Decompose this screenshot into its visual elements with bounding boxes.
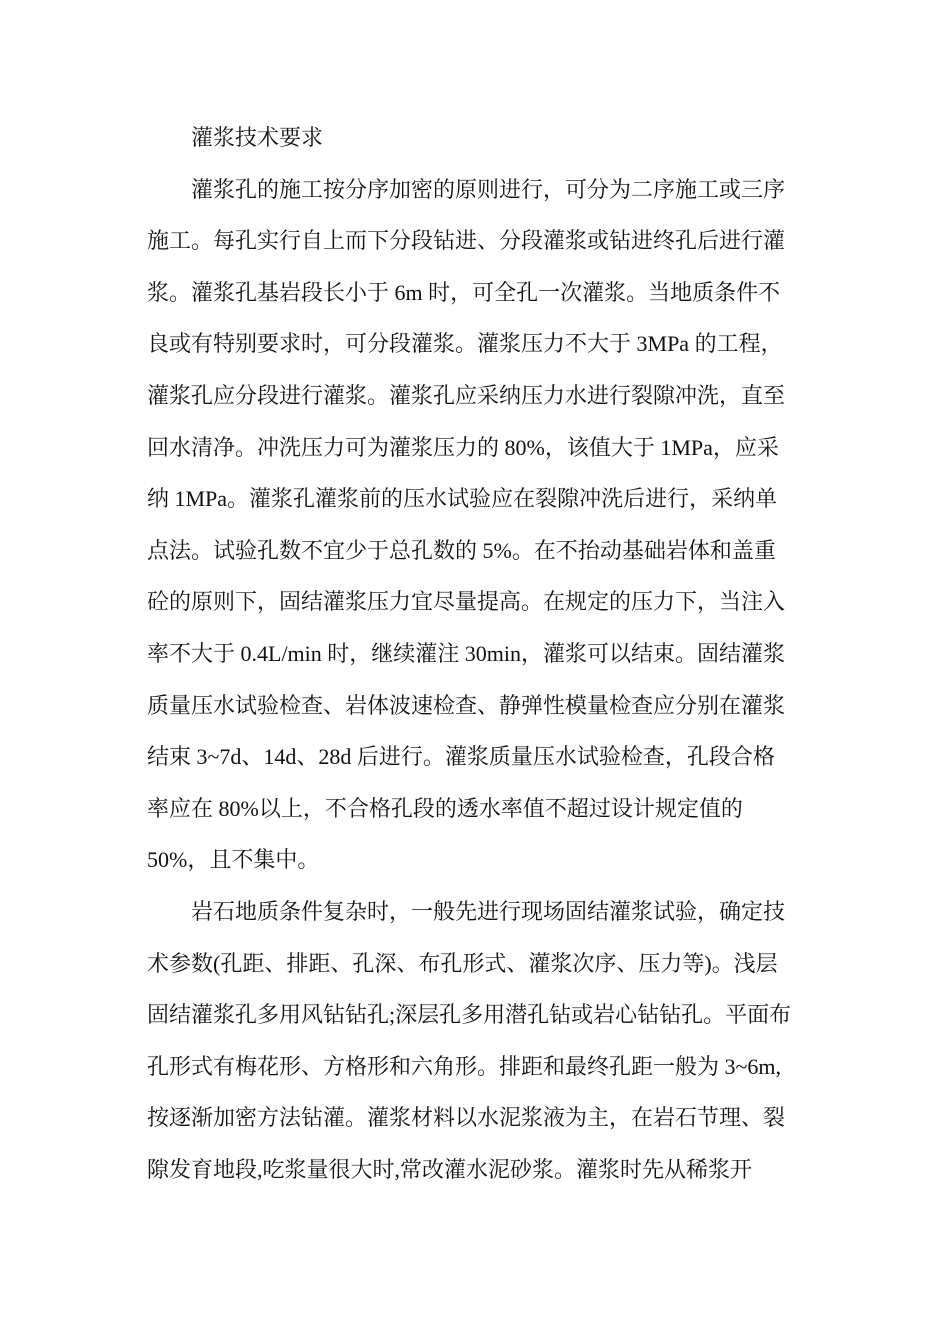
paragraph-1 (147, 164, 803, 886)
section-heading: 灌浆技术要求 (191, 125, 324, 150)
paragraph-line: 术参数(孔距、排距、孔深、布孔形式、灌浆次序、压力等)。浅层 (147, 950, 778, 976)
paragraph-line: 纳 1MPa。灌浆孔灌浆前的压水试验应在裂隙冲洗后进行，采纳单 (147, 486, 778, 512)
paragraph-line: 结束 3~7d、14d、28d 后进行。灌浆质量压水试验检查，孔段合格 (147, 744, 775, 770)
paragraph-line: 质量压水试验检查、岩体波速检查、静弹性模量检查应分别在灌浆 (147, 692, 786, 718)
paragraph-line: 良或有特别要求时，可分段灌浆。灌浆压力不大于 3MPa 的工程， (147, 331, 783, 357)
paragraph-line: 点法。试验孔数不宜少于总孔数的 5%。在不抬动基础岩体和盖重 (147, 537, 776, 563)
paragraph-line: 按逐渐加密方法钻灌。灌浆材料以水泥浆液为主，在岩石节理、裂 (147, 1105, 786, 1131)
paragraph-line: 率应在 80%以上，不合格孔段的透水率值不超过设计规定值的 (147, 795, 743, 821)
paragraph-2 (147, 886, 803, 1196)
paragraph-line: 灌浆孔的施工按分序加密的原则进行，可分为二序施工或三序 (191, 176, 786, 202)
paragraph-line: 50%，且不集中。 (147, 847, 320, 873)
paragraph-line: 砼的原则下，固结灌浆压力宜尽量提高。在规定的压力下，当注入 (147, 589, 786, 615)
paragraph-line: 岩石地质条件复杂时，一般先进行现场固结灌浆试验，确定技 (191, 898, 786, 924)
document-body (147, 112, 803, 1195)
paragraph-line: 固结灌浆孔多用风钻钻孔;深层孔多用潜孔钻或岩心钻钻孔。平面布 (147, 1002, 792, 1028)
paragraph-line: 孔形式有梅花形、方格形和六角形。排距和最终孔距一般为 3~6m, (147, 1053, 782, 1079)
paragraph-line: 回水清净。冲洗压力可为灌浆压力的 80%，该值大于 1MPa，应采 (147, 434, 779, 460)
paragraph-line: 施工。每孔实行自上而下分段钻进、分段灌浆或钻进终孔后进行灌 (147, 228, 786, 254)
paragraph-line: 浆。灌浆孔基岩段长小于 6m 时，可全孔一次灌浆。当地质条件不 (147, 279, 781, 305)
paragraph-line: 率不大于 0.4L/min 时，继续灌注 30min，灌浆可以结束。固结灌浆 (147, 640, 786, 666)
paragraph-line: 隙发育地段,吃浆量很大时,常改灌水泥砂浆。灌浆时先从稀浆开 (147, 1156, 753, 1182)
paragraph-line: 灌浆孔应分段进行灌浆。灌浆孔应采纳压力水进行裂隙冲洗，直至 (147, 382, 786, 408)
